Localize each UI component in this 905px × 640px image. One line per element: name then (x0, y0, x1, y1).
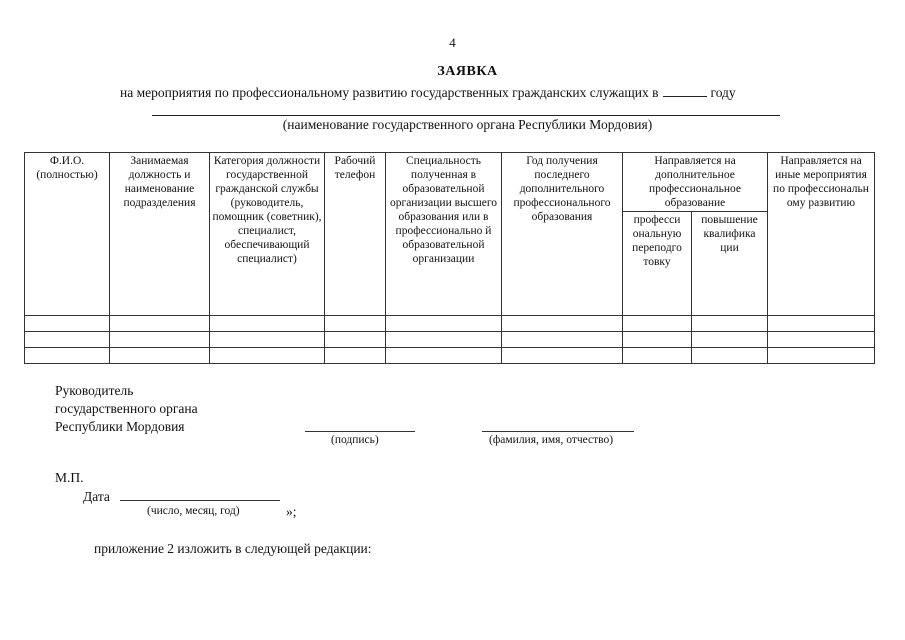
year-blank (663, 84, 707, 97)
document-title: ЗАЯВКА (437, 64, 498, 79)
head-title-line: государственного органа (55, 401, 198, 416)
table-cell[interactable] (110, 315, 210, 331)
table-cell[interactable] (502, 315, 623, 331)
table-cell[interactable] (623, 347, 692, 363)
application-table (24, 152, 875, 364)
header-position: Занимаемая должность и наименование подразделения (110, 153, 210, 316)
closing-text: приложение 2 изложить в следующей редакции: (94, 541, 372, 556)
full-name-caption: (фамилия, имя, отчество) (489, 434, 614, 446)
head-title-line: Республики Мордовия (55, 419, 185, 434)
date-label: Дата (83, 489, 110, 504)
full-name-line[interactable] (482, 431, 634, 432)
table-cell[interactable] (110, 331, 210, 347)
signature-caption: (подпись) (331, 434, 379, 446)
table-cell[interactable] (502, 331, 623, 347)
table-cell[interactable] (386, 331, 502, 347)
date-line[interactable] (120, 500, 280, 501)
head-title-line: Руководитель (55, 383, 134, 398)
table-cell[interactable] (25, 347, 110, 363)
org-name-caption: (наименование государственного органа Республики Мордовия) (282, 117, 653, 132)
table-cell[interactable] (325, 347, 386, 363)
header-phone: Рабочий телефон (325, 153, 386, 316)
table-cell[interactable] (768, 347, 875, 363)
table-cell[interactable] (692, 331, 768, 347)
table-cell[interactable] (210, 347, 325, 363)
table-cell[interactable] (110, 347, 210, 363)
signature-line[interactable] (305, 431, 415, 432)
table-cell[interactable] (25, 331, 110, 347)
table-cell[interactable] (386, 315, 502, 331)
table-cell[interactable] (210, 331, 325, 347)
header-specialty: Специальность полученная в образовательной организации высшего образования или в профессионально й образовательной организации (386, 153, 502, 316)
header-other-activities: Направляется на иные мероприятия по профессиональн ому развитию (768, 153, 875, 316)
stamp-label: М.П. (55, 470, 84, 485)
table-cell[interactable] (623, 331, 692, 347)
document-subtitle (120, 84, 736, 101)
header-qualification: повышение квалифика ции (692, 212, 768, 315)
header-category: Категория должности государственной гражданской службы (руководитель, помощник (советник), специалист, обеспечивающий специалист) (210, 153, 325, 316)
table-row (25, 347, 875, 363)
header-additional-education: Направляется на дополнительное профессиональное образование (623, 153, 768, 212)
header-year: Год получения последнего дополнительного профессионального образования (502, 153, 623, 316)
header-retraining: професси ональную переподго товку (623, 212, 692, 315)
subtitle-year-word: году (710, 85, 736, 100)
header-fio: Ф.И.О. (полностью) (25, 153, 110, 316)
table-cell[interactable] (325, 331, 386, 347)
date-caption: (число, месяц, год) (147, 505, 240, 517)
table-cell[interactable] (325, 315, 386, 331)
table-cell[interactable] (386, 347, 502, 363)
table-cell[interactable] (502, 347, 623, 363)
table-cell[interactable] (623, 315, 692, 331)
table-cell[interactable] (25, 315, 110, 331)
head-title-block (55, 382, 198, 436)
table-cell[interactable] (210, 315, 325, 331)
date-closing-quote: »; (286, 504, 297, 519)
org-name-line (152, 115, 780, 116)
subtitle-text: на мероприятия по профессиональному развитию государственных гражданских служащих в (120, 85, 659, 100)
table-row (25, 331, 875, 347)
table-row (25, 315, 875, 331)
table-cell[interactable] (768, 315, 875, 331)
table-cell[interactable] (692, 347, 768, 363)
table-cell[interactable] (768, 331, 875, 347)
table-cell[interactable] (692, 315, 768, 331)
page-number: 4 (449, 35, 456, 50)
